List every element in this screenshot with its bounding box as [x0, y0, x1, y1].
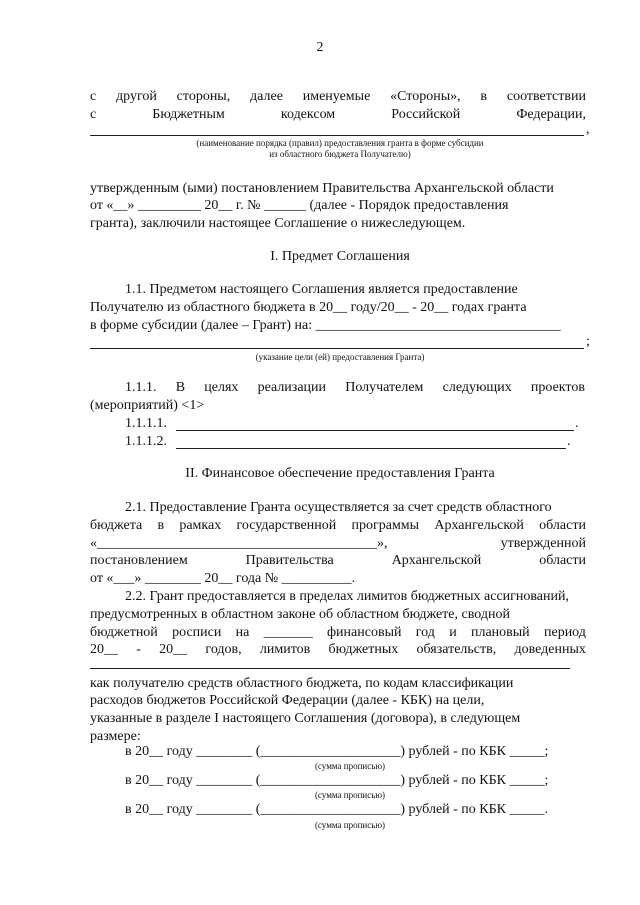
s2-p3-line-3: указанные в разделе I настоящего Соглашения (договора), в следующем	[90, 711, 521, 726]
s2-p2-line-1: 2.2. Грант предоставляется в пределах лимитов бюджетных ассигнований,	[125, 589, 569, 604]
caption-amount-in-words: (сумма прописью)	[314, 820, 386, 830]
s1-p1-semicolon: ;	[586, 334, 590, 349]
s1-p2-line-1: 1.1.1. В целях реализации Получателем следующих проектов	[125, 380, 585, 395]
blank-line	[176, 430, 574, 431]
intro-line-1: с другой стороны, далее именуемые «Стороны», в соответствии	[90, 89, 586, 104]
item-1-1-1-1-label: 1.1.1.1.	[125, 416, 167, 431]
blank-line	[90, 348, 584, 349]
approved-line-2: от «__» _________ 20__ г. № ______ (далее - Порядок предоставления	[90, 198, 509, 213]
s2-p2-line-2: предусмотренных в областном законе об областном бюджете, сводной	[90, 607, 510, 622]
s1-p1-line-2: Получателю из областного бюджета в 20__ году/20__ - 20__ годах гранта	[90, 300, 527, 315]
s2-p1-line-1: 2.1. Предоставление Гранта осуществляется за счет средств областного	[125, 500, 552, 515]
s2-p1-line-4: постановлением Правительства Архангельской области	[90, 553, 586, 568]
amount-row: в 20__ году ________ (____________________) рублей - по КБК _____.	[125, 802, 549, 817]
s2-p2-line-4: 20__ - 20__ годов, лимитов бюджетных обязательств, доведенных	[90, 642, 586, 657]
blank-line	[90, 135, 584, 136]
s2-p1-line-5: от «___» ________ 20__ года № __________.	[90, 571, 356, 586]
section-1-title: I. Предмет Соглашения	[270, 249, 410, 264]
caption-order-name-1: (наименование порядка (правил) предоставления гранта в форме субсидии	[196, 138, 484, 148]
s1-p2-line-2: (мероприятий) <1>	[90, 398, 205, 413]
caption-amount-in-words: (сумма прописью)	[314, 761, 386, 771]
amount-row: в 20__ году ________ (____________________) рублей - по КБК _____;	[125, 744, 549, 759]
amount-row: в 20__ году ________ (____________________) рублей - по КБК _____;	[125, 773, 549, 788]
caption-grant-purpose: (указание цели (ей) предоставления Гранта)	[255, 352, 425, 362]
blank-line	[90, 668, 570, 669]
intro-line-2: с Бюджетным кодексом Российской Федерации,	[90, 107, 586, 122]
blank-line	[176, 448, 566, 449]
s2-p1-line-2: бюджета в рамках государственной программы Архангельской области	[90, 518, 586, 533]
caption-order-name-2: из областного бюджета Получателю)	[269, 149, 411, 159]
s2-p3-line-4: размере:	[90, 729, 141, 744]
page-number: 2	[316, 40, 324, 55]
item-1-1-1-1-end: .	[575, 416, 579, 431]
s2-p1-line-3: «________________________________________», утвержденной	[90, 536, 586, 551]
caption-amount-in-words: (сумма прописью)	[314, 790, 386, 800]
item-1-1-1-2-end: .	[567, 434, 571, 449]
approved-line-3: гранта), заключили настоящее Соглашение о нижеследующем.	[90, 216, 466, 231]
s1-p1-line-1: 1.1. Предметом настоящего Соглашения является предоставление	[125, 282, 518, 297]
s2-p3-line-1: как получателю средств областного бюджета, по кодам классификации	[90, 676, 514, 691]
s1-p1-line-3: в форме субсидии (далее – Грант) на: ___________________________________	[90, 318, 561, 333]
intro-comma: ,	[586, 122, 590, 137]
s2-p3-line-2: расходов бюджетов Российской Федерации (далее - КБК) на цели,	[90, 693, 485, 708]
section-2-title: II. Финансовое обеспечение предоставления Гранта	[185, 466, 495, 481]
approved-line-1: утвержденным (ыми) постановлением Правительства Архангельской области	[90, 181, 554, 196]
s2-p2-line-3: бюджетной росписи на _______ финансовый год и плановый период	[90, 625, 586, 640]
item-1-1-1-2-label: 1.1.1.2.	[125, 434, 167, 449]
